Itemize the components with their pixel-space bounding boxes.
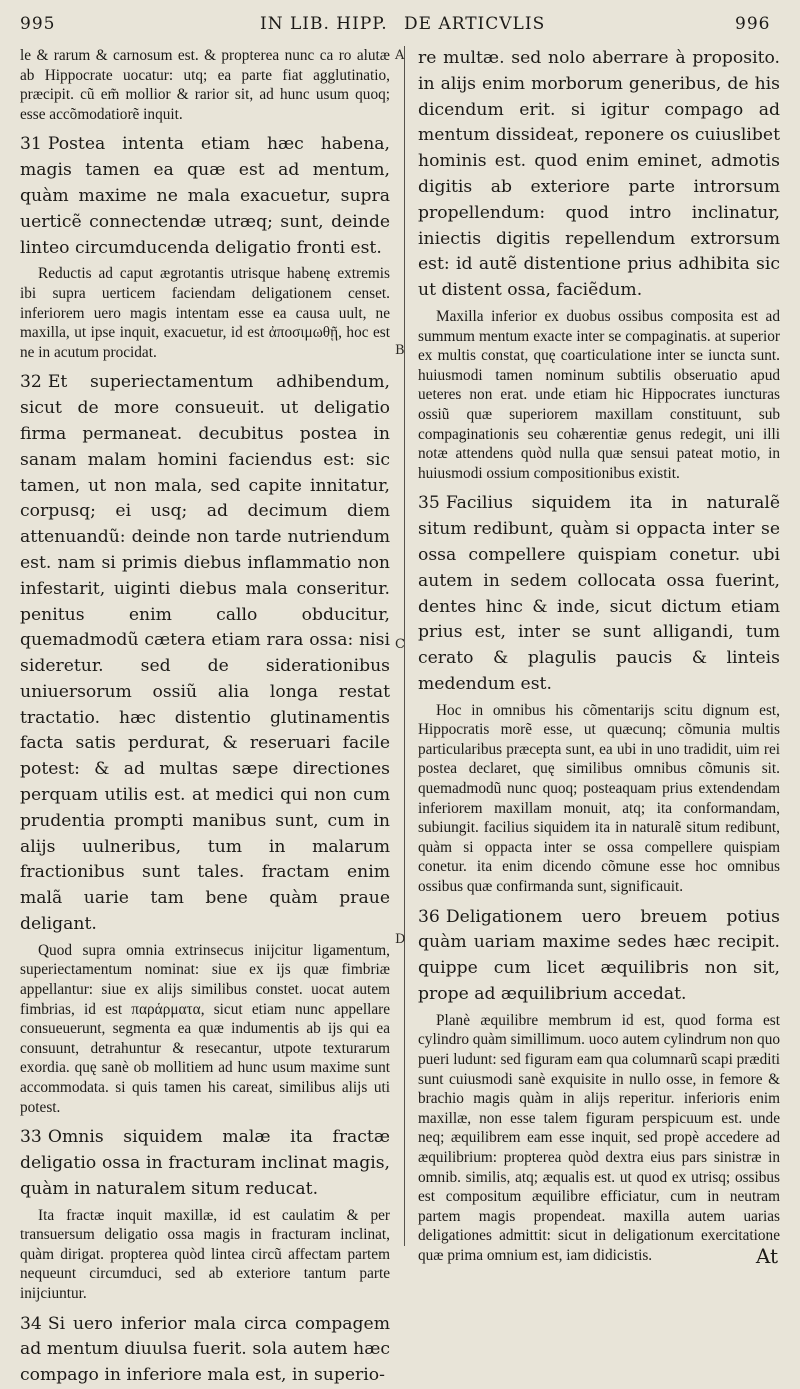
aphorism-text: Deligationem uero breuem potius quàm uariam maxime sedes hæc recipit. quippe cum licet æquilibris non sit, prope ad æquilibrium accedat. bbox=[418, 906, 780, 1005]
left-column bbox=[20, 46, 390, 1386]
aphorism-text: Postea intenta etiam hæc habena, magis tamen ea quæ est ad mentum, quàm maxime ne mala exacuetur, supra uerticẽ connectendæ utræq; sunt, deinde linteo circumducenda deligatio fronti est. bbox=[20, 134, 390, 258]
commentary-33: Ita fractæ inquit maxillæ, id est caulatim & per transuersum deligatio ossa magis in fracturam inclinat, quàm dirigat. propterea quòd lintea circũ affectam partem nequeunt circumduci, sed ab exteriore tantum parte inijciuntur. bbox=[20, 1206, 390, 1302]
aphorism-number: 36 bbox=[418, 906, 440, 927]
aphorism-text: Facilius siquidem ita in naturalẽ situm redibunt, quàm si oppacta inter se ossa compellere quispiam conetur. ubi autem in sedem collocata ossa fuerint, dentes hinc & inde, sicut dictum etiam prius est, inter se sunt alligandi, tum cerato & plagulis paucis & linteis medendum est. bbox=[418, 493, 780, 694]
margin-letter-b: B bbox=[395, 343, 405, 358]
commentary-32: Quod supra omnia extrinsecus inijcitur ligamentum, superiectamentum nominat: siue ex ijs quæ fimbriæ appellantur: siue ex alijs similibus constet. uocat autem fimbrias, id est παράρματα, sicut etiam nunc appellare consueuerunt, segmenta ea quæ indumentis ab ijs qui ea consuunt, detrahuntur & resecantur, utpote texturarum exordia. quę sanè ob mollitiem ad hunc usum maxime sunt accommodata. si quis tamen his careat, similibus alijs uti potest. bbox=[20, 941, 390, 1116]
running-header bbox=[0, 14, 800, 44]
margin-letter-c: C bbox=[395, 637, 405, 652]
aphorism-34-continued: re multæ. sed nolo aberrare à proposito. in alijs enim morborum generibus, de his dicendum erit. si igitur compago ad mentum dissideat, reponere os cuiuslibet hominis est. quod enim eminet, admotis digitis ab exteriore parte introrsum propellendum: quod intro inclinatur, iniectis digitis repellendum extrorsum est: id autẽ distentione prius adhibita sic ut distent ossa, faciẽdum. bbox=[418, 48, 780, 301]
commentary-35: Hoc in omnibus his cõmentarijs scitu dignum est, Hippocratis morẽ esse, ut quæcunq; cõmunia multis particularibus præcepta sunt, ea ubi in uno tradidit, uim rei postea declaret, quę similibus omnibus cõmunis sit. quemadmodũ nunc quoq; posteaquam prius extendendam inferiorem maxillam monuit, atq; ita conformandam, subiungit. facilius siquidem ita in naturalẽ situm redibunt, quàm si oppacta inter se ossa compellere quispiam conetur. ita enim dicendo cõmune esse hoc omnibus ossibus quæ confirmanda sunt, significauit. bbox=[418, 701, 780, 896]
aphorism-32 bbox=[20, 370, 390, 938]
commentary-31: Reductis ad caput ægrotantis utrisque habenę extremis ibi supra uerticem faciendam deligationem censet. inferiorem uero magis intentam esse ea causa uult, ne maxilla, ut ipse inquit, exacuetur, id est ἀποσιμωθῇ, hoc est ne in acutum procidat. bbox=[20, 265, 390, 361]
margin-letter-a: A bbox=[395, 48, 405, 63]
aphorism-text: Si uero inferior mala circa compagem ad mentum diuulsa fuerit. sola autem hæc compago in inferiore mala est, in superio- bbox=[20, 1313, 390, 1386]
aphorism-number: 32 bbox=[20, 372, 42, 393]
aphorism-text: Omnis siquidem malæ ita fractæ deligatio ossa in fracturam inclinat magis, quàm in naturalem situm reducat. bbox=[20, 1127, 390, 1199]
right-column bbox=[418, 46, 780, 1264]
page-number-right: 996 bbox=[735, 14, 771, 34]
aphorism-number: 35 bbox=[418, 493, 440, 514]
commentary-36: Planè æquilibre membrum id est, quod forma est cylindro quàm simillimum. uoco autem cylindrum non quo pueri ludunt: sed figuram eam qua columnarũ scapi præditi sunt cuiusmodi sanè exquisite in nullo osse, in femore & brachio magis quàm in alijs reperitur. inferioris enim maxillæ, non esse talem figuram perspicuum est. unde neq; æquilibrem eam esse inquit, sed propè accedere ad æquilibrium: propterea quòd dextra eius pars sinistræ in omnib. similis, atq; æqualis est. ut quod ex utrisq; ossibus est compositum æquilibre efficiatur, cum in neutram partem magis propendeat. maxilla autem uarias deligationes admittit: sicut in deligationum exercitatione quæ prima omnium est, iam didicistis. bbox=[418, 1011, 780, 1264]
aphorism-33 bbox=[20, 1125, 390, 1202]
aphorism-31 bbox=[20, 132, 390, 261]
commentary-continued: le & rarum & carnosum est. & propterea nunc ca ro alutæ ab Hippocrate uocatur: utq; ea parte fiat agglutinatio, præcipit. cũ em̃ mollior & rarior sit, ad hunc usum quoq; esse accõmodatiorẽ inquit. bbox=[20, 47, 390, 123]
margin-letter-d: D bbox=[395, 932, 406, 947]
running-title-left: IN LIB. HIPP. bbox=[260, 14, 388, 34]
page-number-left: 995 bbox=[20, 14, 56, 34]
catchword: At bbox=[755, 1244, 778, 1268]
running-title-right: DE ARTICVLIS bbox=[404, 14, 546, 34]
aphorism-text: Et superiectamentum adhibendum, sicut de more consueuit. ut deligatio firma permaneat. decubitus postea in sanam malam homini faciendus est: sic tamen, ut non mala, sed capite innitatur, corpusq; ei usq; ad decimum diem attenuandũ: deinde non tarde nutriendum est. nam si primis diebus inflammatio non infestarit, uiginti diebus mala conseritur. penitus enim callo obducitur, quemadmodũ cætera etiam rara ossa: nisi sideretur. sed de siderationibus uniuersorum ossiũ alia longa restat tractatio. hæc distentio glutinamentis facta satis perdurat, & reseruari facile potest: & ad multas sæpe directiones perquam utilis est. at medici qui non cum prudentia prompti manibus sunt, cum in alijs uulneribus, tum in malarum fractionibus sunt tales. fractam enim malã uarie tam bene quàm praue deligant. bbox=[20, 372, 390, 935]
aphorism-34 bbox=[20, 1312, 390, 1389]
aphorism-number: 31 bbox=[20, 134, 42, 155]
aphorism-number: 33 bbox=[20, 1127, 42, 1148]
commentary-34: Maxilla inferior ex duobus ossibus composita est ad summum mentum exacte inter se compaginatis. at superior ex multis constat, quę coarticulatione inter se iuncta sunt. huiusmodi tamen nominum subtilis obseruatio apud ueteres non erat. unde etiam hic Hippocrates iuncturas ossiũ quæ superiorem maxillam constituunt, sub compaginationis seu cohærentiæ genus redegit, uni illi notæ attendens quòd nulla quæ sensui pateat motio, in huiusmodi ossium compositionibus existit. bbox=[418, 307, 780, 482]
aphorism-35 bbox=[418, 491, 780, 697]
aphorism-36 bbox=[418, 905, 780, 1008]
aphorism-number: 34 bbox=[20, 1313, 42, 1334]
